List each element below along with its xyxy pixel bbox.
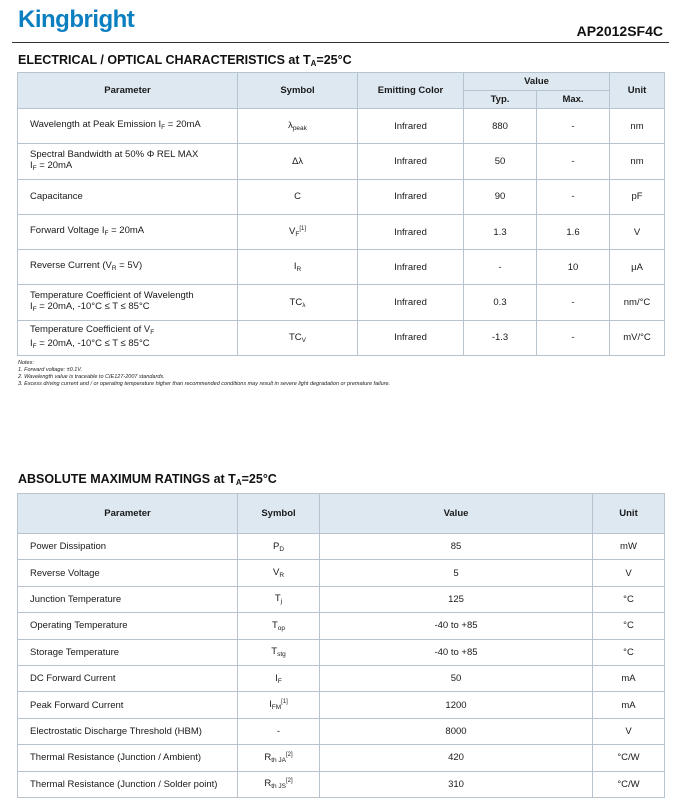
unit-cell: nm <box>610 109 665 144</box>
symbol-text: T <box>274 593 281 605</box>
value-cell: 50 <box>320 665 593 691</box>
parameter-cell: Thermal Resistance (Junction / Ambient) <box>18 745 238 771</box>
table-row <box>18 285 665 320</box>
symbol-cell <box>238 692 320 718</box>
value-cell: 310 <box>320 771 593 797</box>
table-row <box>18 586 665 612</box>
symbol-subscript: R <box>279 572 285 580</box>
header-unit: Unit <box>610 73 665 109</box>
symbol-text: - <box>276 725 281 737</box>
header-divider <box>12 42 669 43</box>
symbol-subscript: FM <box>271 704 282 712</box>
table-row <box>18 613 665 639</box>
note-ref: [1] <box>299 226 306 233</box>
parameter-cell: DC Forward Current <box>18 665 238 691</box>
unit-cell: mW <box>593 534 665 560</box>
symbol-subscript: V <box>301 336 306 344</box>
symbol-subscript: peak <box>292 125 307 133</box>
unit-cell: V <box>593 560 665 586</box>
header-symbol: Symbol <box>238 73 358 109</box>
unit-cell: nm/°C <box>610 285 665 320</box>
typ-cell: 1.3 <box>464 214 537 249</box>
unit-cell: °C/W <box>593 745 665 771</box>
symbol-cell <box>238 560 320 586</box>
typ-cell: - <box>464 250 537 285</box>
value-cell: -40 to +85 <box>320 639 593 665</box>
max-cell: - <box>537 144 610 179</box>
absolute-max-ratings-title: ABSOLUTE MAXIMUM RATINGS at $T_A=25^\circ C$ <box>18 472 277 487</box>
parameter-cell: Spectral Bandwidth at 50% Φ REL MAX $I_F = 20mA$ <box>18 144 238 179</box>
table-row <box>18 771 665 797</box>
emitting-color-cell: Infrared <box>358 214 464 249</box>
symbol-cell <box>238 771 320 797</box>
symbol-subscript: F <box>277 677 282 685</box>
note-ref: [2] <box>286 778 293 785</box>
parameter-cell: Thermal Resistance (Junction / Solder point) <box>18 771 238 797</box>
max-cell: - <box>537 109 610 144</box>
symbol-cell <box>238 586 320 612</box>
header-value: Value <box>320 494 593 534</box>
symbol-subscript: stg <box>277 651 286 659</box>
header-emitting-color: Emitting Color <box>358 73 464 109</box>
emitting-color-cell: Infrared <box>358 320 464 355</box>
symbol-cell <box>238 285 358 320</box>
unit-cell: °C <box>593 613 665 639</box>
emitting-color-cell: Infrared <box>358 144 464 179</box>
electrical-optical-title: ELECTRICAL / OPTICAL CHARACTERISTICS at $T_A=25^\circ C$ <box>18 53 352 68</box>
table-row <box>18 718 665 744</box>
symbol-text: λ <box>288 120 293 132</box>
parameter-cell: Capacitance <box>18 179 238 214</box>
parameter-cell: Electrostatic Discharge Threshold (HBM) <box>18 718 238 744</box>
typ-cell: 50 <box>464 144 537 179</box>
value-cell: 5 <box>320 560 593 586</box>
unit-cell: V <box>593 718 665 744</box>
parameter-cell: Peak Forward Current <box>18 692 238 718</box>
parameter-cell: Forward Voltage $I_F = 20mA$ <box>18 214 238 249</box>
header-parameter: Parameter <box>18 73 238 109</box>
symbol-subscript: R <box>296 266 302 274</box>
table-row <box>18 639 665 665</box>
symbol-text: V <box>272 567 280 579</box>
value-cell: 8000 <box>320 718 593 744</box>
max-cell: - <box>537 320 610 355</box>
parameter-cell: Junction Temperature <box>18 586 238 612</box>
symbol-text: I <box>269 699 272 711</box>
typ-cell: 90 <box>464 179 537 214</box>
unit-cell: nm <box>610 144 665 179</box>
symbol-text: I <box>293 261 297 273</box>
header-unit: Unit <box>593 494 665 534</box>
table-row <box>18 745 665 771</box>
symbol-cell <box>238 534 320 560</box>
header-max: Max. <box>537 91 610 109</box>
table-row <box>18 144 665 179</box>
max-cell: 1.6 <box>537 214 610 249</box>
notes: Notes: 1. Forward voltage: ±0.1V. 2. Wavelength value is traceable to CIE127-2007 standards. 3. Excess driving current and / or operating temperature higher than recommended conditions may result in severe light degradation or premature failure. <box>18 360 391 387</box>
unit-cell: μA <box>610 250 665 285</box>
table-row <box>18 109 665 144</box>
symbol-cell <box>238 214 358 249</box>
symbol-cell <box>238 718 320 744</box>
emitting-color-cell: Infrared <box>358 250 464 285</box>
absolute-max-ratings-table <box>17 493 665 798</box>
symbol-text: T <box>271 646 278 658</box>
parameter-cell: Wavelength at Peak Emission $I_F = 20mA$ <box>18 109 238 144</box>
symbol-text: TC <box>288 331 302 343</box>
symbol-text: TC <box>289 296 303 308</box>
unit-cell: mA <box>593 665 665 691</box>
electrical-optical-table <box>17 72 665 356</box>
parameter-cell: Temperature Coefficient of Wavelength $I_F = 20mA$, -10°C ≤ T ≤ 85°C <box>18 285 238 320</box>
symbol-text: I <box>275 672 278 684</box>
table-row <box>18 560 665 586</box>
symbol-cell <box>238 665 320 691</box>
header-typ: Typ. <box>464 91 537 109</box>
table-row <box>18 179 665 214</box>
symbol-cell <box>238 109 358 144</box>
emitting-color-cell: Infrared <box>358 179 464 214</box>
typ-cell: 0.3 <box>464 285 537 320</box>
unit-cell: mV/°C <box>610 320 665 355</box>
symbol-subscript: th JA <box>271 756 286 764</box>
symbol-subscript: op <box>277 624 286 632</box>
symbol-text: T <box>271 619 278 631</box>
symbol-cell <box>238 613 320 639</box>
symbol-cell <box>238 144 358 179</box>
parameter-cell: Operating Temperature <box>18 613 238 639</box>
symbol-text: R <box>264 751 272 763</box>
symbol-cell <box>238 320 358 355</box>
symbol-text: C <box>294 191 301 203</box>
unit-cell: °C/W <box>593 771 665 797</box>
symbol-subscript: j <box>280 598 283 606</box>
parameter-cell: Storage Temperature <box>18 639 238 665</box>
company-logo: Kingbright <box>18 6 135 33</box>
symbol-cell <box>238 745 320 771</box>
value-cell: 420 <box>320 745 593 771</box>
typ-cell: 880 <box>464 109 537 144</box>
symbol-subscript: F <box>295 231 300 239</box>
emitting-color-cell: Infrared <box>358 285 464 320</box>
symbol-cell <box>238 250 358 285</box>
part-number: AP2012SF4C <box>576 23 663 39</box>
symbol-cell <box>238 639 320 665</box>
table-row <box>18 250 665 285</box>
parameter-cell: Temperature Coefficient of $V_F$ $I_F = 20mA$, -10°C ≤ T ≤ 85°C <box>18 320 238 355</box>
symbol-text: R <box>264 778 272 790</box>
header-symbol: Symbol <box>238 494 320 534</box>
table-row <box>18 214 665 249</box>
unit-cell: °C <box>593 586 665 612</box>
symbol-text: V <box>289 226 296 238</box>
max-cell: - <box>537 285 610 320</box>
emitting-color-cell: Infrared <box>358 109 464 144</box>
value-cell: 125 <box>320 586 593 612</box>
value-cell: 85 <box>320 534 593 560</box>
symbol-subscript: th JS <box>271 783 286 791</box>
table-row <box>18 534 665 560</box>
unit-cell: mA <box>593 692 665 718</box>
max-cell: 10 <box>537 250 610 285</box>
parameter-cell: Reverse Voltage <box>18 560 238 586</box>
symbol-subscript: D <box>279 545 285 553</box>
note-ref: [1] <box>281 699 288 706</box>
unit-cell: pF <box>610 179 665 214</box>
symbol-text: Δλ <box>291 155 304 167</box>
header-parameter: Parameter <box>18 494 238 534</box>
table-row <box>18 692 665 718</box>
table-row <box>18 320 665 355</box>
max-cell: - <box>537 179 610 214</box>
unit-cell: V <box>610 214 665 249</box>
unit-cell: °C <box>593 639 665 665</box>
value-cell: 1200 <box>320 692 593 718</box>
symbol-cell <box>238 179 358 214</box>
table-row <box>18 665 665 691</box>
value-cell: -40 to +85 <box>320 613 593 639</box>
symbol-subscript: λ <box>302 301 306 309</box>
symbol-text: P <box>272 540 280 552</box>
header-value: Value <box>464 73 610 91</box>
parameter-cell: Power Dissipation <box>18 534 238 560</box>
parameter-cell: Reverse Current $(V_R = 5V)$ <box>18 250 238 285</box>
typ-cell: -1.3 <box>464 320 537 355</box>
note-ref: [2] <box>286 751 293 758</box>
